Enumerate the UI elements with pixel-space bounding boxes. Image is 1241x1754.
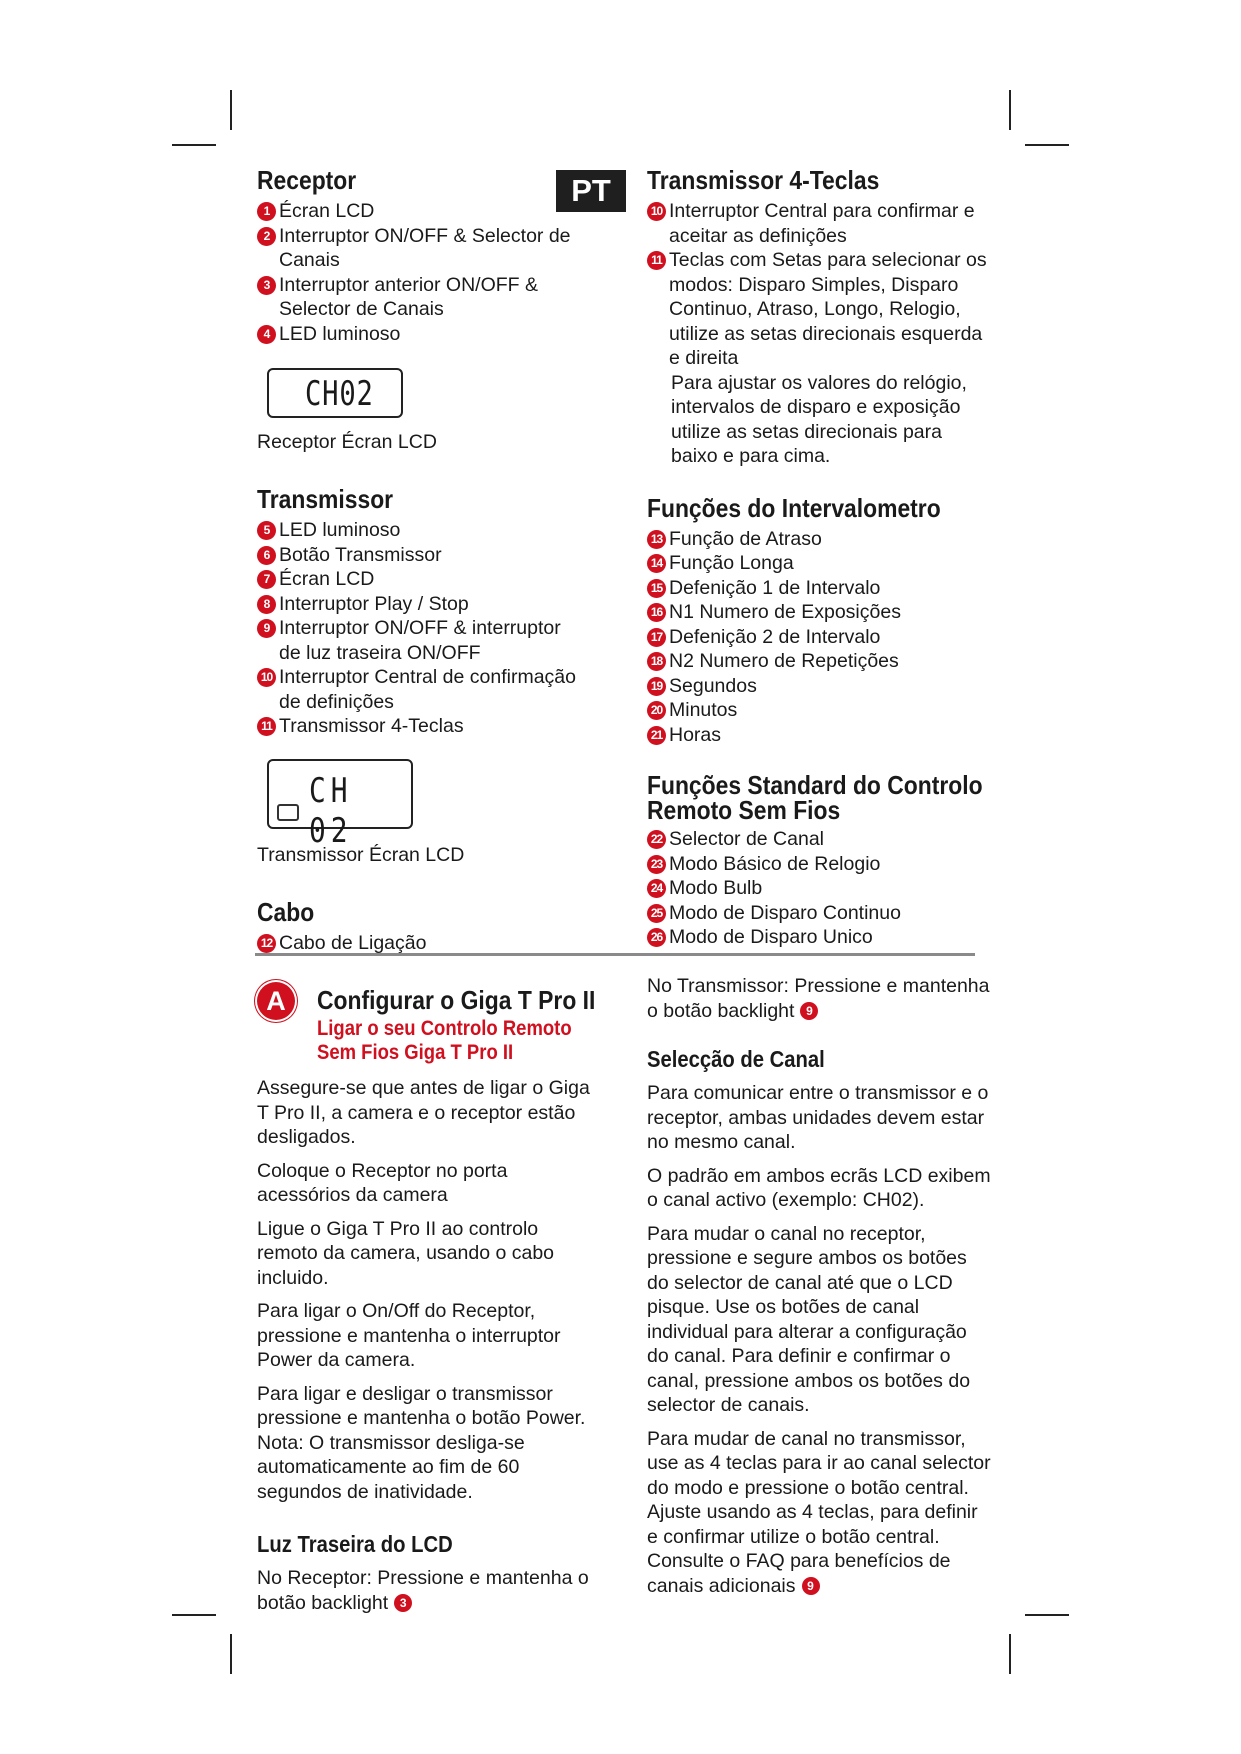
canal-paragraph: Para comunicar entre o transmissor e o receptor, ambas unidades devem estar no mesmo canal. [647, 1082, 989, 1153]
crop-mark [1009, 1634, 1011, 1674]
crop-mark [172, 1614, 216, 1616]
number-badge: 6 [257, 546, 276, 565]
item-text: Defenição 2 de Intervalo [669, 625, 881, 648]
receptor-list [257, 199, 587, 346]
setup-heading [317, 985, 617, 1065]
item-text: Botão Transmissor [279, 543, 442, 566]
list-item [257, 931, 587, 956]
list-item [647, 527, 992, 552]
list-item [647, 901, 992, 926]
canal-column [647, 974, 992, 1607]
teclas-extra: Para ajustar os valores do relógio, intervalos de disparo e exposição utilize as setas direcionais para baixo e para cima. [671, 371, 967, 467]
list-item [647, 625, 992, 650]
receptor-title: Receptor [257, 165, 357, 195]
list-item [257, 714, 587, 739]
cabo-title: Cabo [257, 896, 315, 927]
right-column [647, 165, 992, 950]
number-badge: 12 [257, 934, 276, 953]
item-text: Interruptor anterior ON/OFF & Selector de Canais [279, 273, 538, 320]
list-item [647, 674, 992, 699]
list-item [647, 199, 992, 248]
list-item [647, 723, 992, 748]
number-badge: 26 [647, 928, 666, 947]
number-badge: 11 [257, 717, 276, 736]
item-text: Modo de Disparo Unico [669, 926, 873, 948]
item-text: Cabo de Ligação [279, 931, 427, 954]
list-item [257, 592, 587, 617]
item-text: Interruptor ON/OFF & Selector de Canais [279, 224, 571, 271]
setup-paragraph: Para ligar e desligar o transmissor pressione e mantenha o botão Power. Nota: O transmissor desliga-se automaticamente ao fim de 60 segundos de inatividade. [257, 1382, 586, 1503]
transmissor-lcd-illustration [267, 759, 413, 851]
item-text: Horas [669, 723, 722, 746]
item-text: Função de Atraso [669, 527, 822, 550]
item-text: Modo de Disparo Continuo [669, 901, 901, 924]
crop-mark [230, 90, 232, 130]
list-item [257, 543, 587, 568]
list-item [647, 576, 992, 601]
list-item [647, 925, 992, 950]
number-badge: 10 [647, 202, 666, 221]
section-a-badge: A [257, 982, 295, 1020]
number-badge: 3 [394, 1594, 412, 1612]
intervalometro-title: Funções do Intervalometro [647, 492, 941, 523]
item-text: Modo Bulb [669, 877, 763, 899]
number-badge: 2 [257, 227, 276, 246]
lcd-indicator-icon [277, 804, 299, 821]
transmissor-caption: Transmissor Écran LCD [257, 843, 465, 866]
standard-title-line2: Remoto Sem Fios [647, 795, 841, 825]
left-column [257, 165, 587, 955]
list-item [257, 567, 587, 592]
teclas-title: Transmissor 4-Teclas [647, 165, 880, 195]
lcd-readout: CH 02 [309, 770, 353, 851]
crop-mark [1025, 1614, 1069, 1616]
number-badge: 19 [647, 677, 666, 696]
canal-title: Selecção de Canal [647, 1046, 825, 1072]
number-badge: 7 [257, 570, 276, 589]
canal-paragraph: Para mudar de canal no transmissor, use as 4 teclas para ir ao canal selector do modo e pressione o botão central. Ajuste usando as 4 teclas, para definir e confirmar utilize o botão central. Consulte o FAQ para benefícios de canais adicionais 9 [647, 1427, 991, 1597]
list-item [647, 248, 992, 371]
number-badge: 9 [802, 1577, 820, 1595]
item-text: Écran LCD [279, 568, 375, 590]
crop-mark [1009, 90, 1011, 130]
setup-title: Configurar o Giga T Pro II [317, 985, 596, 1015]
canal-paragraph: O padrão em ambos ecrãs LCD exibem o canal activo (exemplo: CH02). [647, 1164, 991, 1211]
item-text: Teclas com Setas para selecionar os modos: Disparo Simples, Disparo Continuo, Atraso, Longo, Relogio, utilize as setas direcionais esquerda e direita [669, 249, 987, 369]
canal-paragraph: Para mudar o canal no receptor, pressione e segure ambos os botões do selector de canal até que o LCD pisque. Use os botões de canal individual para alterar a configuração do canal. Para definir e confirmar o canal, pressione ambos os botões do selector de canais. [647, 1222, 971, 1416]
crop-mark [1025, 144, 1069, 146]
setup-paragraph: Assegure-se que antes de ligar o Giga T Pro II, a camera e o receptor estão desligados. [257, 1077, 590, 1148]
list-item [257, 322, 587, 347]
transmissor-list [257, 518, 587, 739]
luz-receptor-text: No Receptor: Pressione e mantenha o botão backlight 3 [257, 1567, 589, 1614]
number-badge: 22 [647, 830, 666, 849]
setup-subtitle-line1: Ligar o seu Controlo Remoto [317, 1017, 572, 1040]
crop-mark [230, 1634, 232, 1674]
intervalometro-list [647, 527, 992, 748]
number-badge: 5 [257, 521, 276, 540]
number-badge: 15 [647, 579, 666, 598]
item-text: Defenição 1 de Intervalo [669, 576, 881, 599]
item-text: Modo Básico de Relogio [669, 852, 881, 875]
luz-transmissor-text: No Transmissor: Pressione e mantenha o botão backlight 9 [647, 975, 990, 1022]
number-badge: 18 [647, 652, 666, 671]
item-text: N1 Numero de Exposições [669, 601, 901, 623]
lcd-readout: CH02 [305, 374, 374, 414]
list-item [257, 224, 587, 273]
list-item [257, 665, 587, 714]
number-badge: 17 [647, 628, 666, 647]
number-badge: 24 [647, 879, 666, 898]
list-item [257, 518, 587, 543]
item-text: Função Longa [669, 552, 794, 574]
list-item [647, 876, 992, 901]
item-text: Interruptor Central para confirmar e aceitar as definições [669, 200, 975, 247]
standard-title-line1: Funções Standard do Controlo [647, 770, 983, 800]
number-badge: 10 [257, 668, 276, 687]
number-badge: 8 [257, 595, 276, 614]
item-text: LED luminoso [279, 519, 401, 541]
teclas-list [647, 199, 992, 371]
crop-mark [172, 144, 216, 146]
list-item [647, 852, 992, 877]
item-text: Selector de Canal [669, 828, 825, 850]
list-item [647, 698, 992, 723]
setup-subtitle-line2: Sem Fios Giga T Pro II [317, 1041, 514, 1064]
list-item [647, 600, 992, 625]
item-text: Minutos [669, 699, 738, 721]
list-item [647, 649, 992, 674]
cabo-list [257, 931, 587, 956]
item-text: Interruptor Play / Stop [279, 592, 469, 615]
number-badge: 14 [647, 554, 666, 573]
item-text: Segundos [669, 674, 757, 697]
number-badge: 23 [647, 855, 666, 874]
number-badge: 3 [257, 276, 276, 295]
item-text: Écran LCD [279, 200, 375, 222]
number-badge: 4 [257, 325, 276, 344]
transmissor-title: Transmissor [257, 484, 394, 514]
list-item [257, 199, 587, 224]
number-badge: 11 [647, 251, 666, 270]
luz-title: Luz Traseira do LCD [257, 1531, 453, 1557]
section-divider [255, 953, 975, 956]
number-badge: 25 [647, 904, 666, 923]
standard-list [647, 827, 992, 950]
setup-body [257, 1076, 597, 1624]
language-tag: PT [556, 170, 626, 212]
number-badge: 13 [647, 530, 666, 549]
list-item [647, 551, 992, 576]
setup-paragraph: Coloque o Receptor no porta acessórios da camera [257, 1159, 508, 1206]
setup-paragraph: Para ligar o On/Off do Receptor, pressione e mantenha o interruptor Power da camera. [257, 1300, 561, 1371]
setup-paragraph: Ligue o Giga T Pro II ao controlo remoto da camera, usando o cabo incluido. [257, 1217, 555, 1289]
number-badge: 21 [647, 726, 666, 745]
item-text: Interruptor ON/OFF & interruptor de luz traseira ON/OFF [279, 617, 561, 664]
number-badge: 20 [647, 701, 666, 720]
number-badge: 9 [800, 1002, 818, 1020]
list-item [647, 827, 992, 852]
list-item [257, 273, 587, 322]
item-text: Interruptor Central de confirmação de definições [279, 666, 576, 713]
receptor-caption: Receptor Écran LCD [257, 431, 437, 453]
number-badge: 16 [647, 603, 666, 622]
receptor-lcd-illustration [267, 368, 403, 418]
item-text: LED luminoso [279, 322, 401, 345]
number-badge: 9 [257, 619, 276, 638]
item-text: N2 Numero de Repetições [669, 650, 899, 672]
item-text: Transmissor 4-Teclas [279, 715, 464, 737]
number-badge: 1 [257, 202, 276, 221]
list-item [257, 616, 587, 665]
